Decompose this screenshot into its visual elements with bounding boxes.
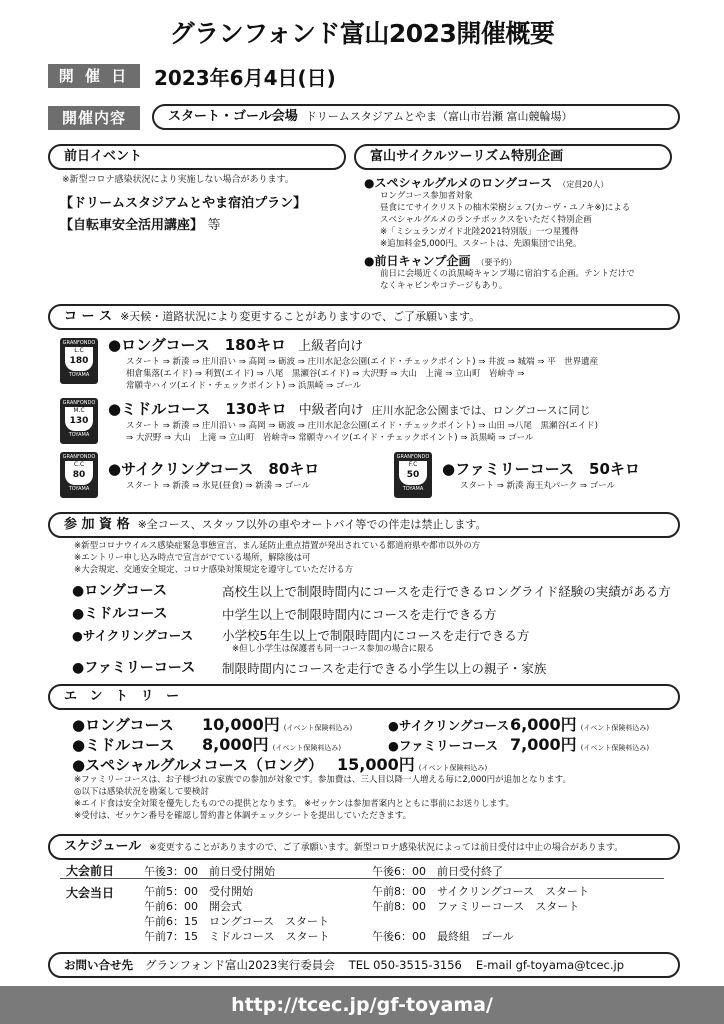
entry-tax: (イベント保険料込み) (283, 724, 353, 732)
qual-middle-name: ●ミドルコース (72, 606, 168, 622)
route-line: スタート ⇒ 新湊 ⇒ 庄川沿い ⇒ 高岡 ⇒ 砺波 ⇒ 庄川水記念公園(エイド・チェックポイント) ⇒ 井波 ⇒ 城端 ⇒ 平 世界遺産 (126, 357, 599, 367)
entry-long-name: ●ロングコース (72, 716, 174, 734)
pre-event-heading: 前日イベント (48, 144, 346, 170)
qual-heading (48, 512, 680, 538)
gourmet-line: ロングコース参加者対象 (380, 191, 473, 201)
middle-course-extra: 庄川水記念公園までは、ロングコースに同じ (371, 404, 591, 417)
qual-heading-text: 参 加 資 格 (64, 517, 130, 532)
entry-note-line: ※ファミリーコースは、お子様づれの家族での参加が対象です。参加費は、三人目以降一人増える毎に2,000円が追加となります。 (74, 775, 572, 785)
entry-cycling-name: ●サイクリングコース (388, 718, 510, 733)
family-course-route: スタート ⇒ 新湊 海王丸パーク ⇒ ゴール (460, 481, 616, 491)
schedule-note: ※変更することがありますので、ご了承願います。新型コロナ感染状況によっては前日受付は中止の場合があります。 (149, 843, 624, 853)
entry-family (388, 732, 649, 755)
route-line: 相倉集落(エイド) ⇒ 利賀(エイド) ⇒ 八尾 黒瀬谷(エイド) ⇒ 大沢野 ⇒ 大山 上滝 ⇒ 立山町 岩峅寺 ⇒ (126, 369, 525, 379)
schedule-before-left: 午後3：00 前日受付開始 (144, 865, 275, 878)
camp-line: 前日に会場近くの浜黒崎キャンプ場に宿泊する企画。テントだけで (380, 269, 635, 279)
tourism-heading: 富山サイクルツーリズム特別企画 (354, 144, 672, 170)
pre-event-item-2 (60, 214, 221, 233)
entry-notes (74, 774, 571, 822)
venue-label: スタート・ゴール会場 (168, 109, 298, 124)
qual-family-desc: 制限時間内にコースを走行できる小学生以上の親子・家族 (222, 661, 547, 676)
entry-family-price: 7,000円 (510, 735, 577, 754)
middle-course-title (108, 398, 591, 419)
middle-course-level: 中級者向け (298, 403, 364, 418)
camp-line: なくキャビンやコテージもあり。 (380, 281, 508, 291)
course-heading (48, 304, 680, 330)
route-line: スタート ⇒ 新湊 ⇒ 庄川沿い ⇒ 高岡 ⇒ 砺波 ⇒ 庄川水記念公園(エイド・チェックポイント) ⇒ 山田 ⇒八尾 黒瀬谷(エイド) (126, 421, 598, 431)
schedule-heading (48, 834, 680, 860)
cycling-course-shield-icon: GRANFONDO C.C 80 TOYAMA (60, 452, 98, 498)
pre-event-item-1: 【ドリームスタジアムとやま宿泊プラン】 (60, 196, 307, 211)
schedule-before-right: 午後6：00 前日受付終了 (372, 865, 503, 878)
gourmet-line: 昼食にてサイクリストの柚木栄樹シェフ(カーヴ・ユノキ※)による (380, 203, 631, 213)
entry-gourmet (72, 752, 487, 775)
contact-tel[interactable]: TEL 050-3515-3156 (348, 958, 462, 972)
entry-family-name: ●ファミリーコース (388, 738, 499, 753)
contact-org: グランフォンド富山2023実行委員会 (145, 958, 335, 972)
event-date: 2023年6月4日(日) (154, 66, 336, 90)
gourmet-title-text: ●スペシャルグルメのロングコース (364, 176, 553, 190)
camp-title (364, 252, 516, 269)
course-heading-text: コ ー ス (64, 309, 113, 324)
entry-middle-price: 8,000円 (202, 735, 269, 754)
schedule-item: 午前6：00 開会式 (144, 900, 242, 913)
contact-box (48, 952, 680, 978)
entry-note-line: ※エイド食は安全対策を優先したものでの提供となります。 ※ゼッケンは参加者案内とともに事前にお送りします。 (74, 799, 514, 809)
schedule-item (372, 914, 589, 929)
schedule-item: 午前8：00 ファミリーコース スタート (372, 900, 580, 913)
schedule-row-before (60, 862, 664, 879)
long-course-route (126, 356, 598, 392)
middle-course-shield-icon: GRANFONDO M.C 130 TOYAMA (60, 398, 98, 444)
route-line: ⇒ 大沢野 ⇒ 大山 上滝 ⇒ 立山町 岩峅寺⇒ 常願寺ハイツ(エイド・チェックポイント) ⇒ 浜黒崎 ⇒ ゴール (126, 433, 534, 443)
qual-long-desc: 高校生以上で制限時間内にコースを走行できるロングライド経験の実績がある方 (222, 584, 671, 599)
qual-family-name: ●ファミリーコース (72, 660, 196, 676)
qual-note-line: ※エントリー申し込み時点で宣言がでている場所，解除後は可 (74, 553, 311, 563)
footer-url[interactable]: http://tcec.jp/gf-toyama/ (0, 986, 724, 1024)
cycling-course-route: スタート ⇒ 新湊 ⇒ 氷見(昼食) ⇒ 新湊 ⇒ ゴール (126, 481, 311, 491)
entry-long-price: 10,000円 (202, 715, 280, 734)
family-course-name: ●ファミリーコース 50キロ (442, 460, 640, 478)
entry-heading: エ ン ト リ ー (48, 684, 680, 710)
qual-cycling-name: ●サイクリングコース (72, 628, 194, 643)
entry-tax: (イベント保険料込み) (580, 744, 650, 752)
qual-middle-desc: 中学生以上で制限時間内にコースを走行できる方 (222, 607, 497, 622)
schedule-heading-text: スケジュール (64, 839, 142, 854)
entry-middle-name: ●ミドルコース (72, 736, 175, 754)
camp-title-text: ●前日キャンプ企画 (364, 254, 471, 268)
qual-long-name: ●ロングコース (72, 583, 167, 599)
schedule-right (372, 884, 589, 944)
cycling-course-name: ●サイクリングコース 80キロ (108, 460, 320, 478)
middle-course-name: ●ミドルコース 130キロ (108, 400, 287, 418)
long-course-name: ●ロングコース 180キロ (108, 336, 287, 354)
qual-note-line: ※新型コロナウイルス感染症緊急事態宣言、まん延防止重点措置が発出されている都道府県や都市以外の方 (74, 541, 481, 551)
day-before-label: 大会前日 (66, 864, 115, 878)
pre-event-item-2-text: 【自転車安全活用講座】 (60, 218, 204, 233)
family-course-shield-icon: GRANFONDO F.C 50 TOYAMA (394, 452, 432, 498)
long-course-shield-icon: GRANFONDO L.C 180 TOYAMA (60, 338, 98, 384)
schedule-item: 午前8：00 サイクリングコース スタート (372, 885, 590, 898)
camp-lines (380, 268, 635, 292)
course-note: ※天候・道路状況により変更することがありますので、ご了承願います。 (120, 310, 481, 323)
qual-notes (74, 540, 480, 576)
gourmet-line: ※「ミシュランガイド北陸2021特別版」一つ星獲得 (380, 227, 579, 237)
schedule-item: 午前7：15 ミドルコース スタート (144, 930, 330, 943)
venue-text: ドリームスタジアムとやま（富山市岩瀬 富山競輪場） (305, 110, 573, 123)
entry-cycling-price: 6,000円 (510, 715, 577, 734)
gourmet-cap: （定員20人） (558, 180, 609, 189)
gourmet-lines (380, 190, 630, 250)
schedule-item: 午前6：15 ロングコース スタート (144, 915, 330, 928)
qual-note: ※全コース、スタッフ以外の車やオートバイ等での伴走は禁止します。 (137, 518, 487, 531)
gourmet-line: スペシャルグルメのランチボックスをいただく特別企画 (380, 215, 592, 225)
entry-note-line: ◎以下は感染状況を勘案して要検討 (74, 787, 209, 797)
qual-cycling-sub: ※但し小学生は保護者も同一コース参加の場合に限る (232, 644, 435, 654)
middle-course-route (126, 420, 598, 444)
entry-gourmet-name: ●スペシャルグルメコース（ロング） (72, 756, 323, 774)
schedule-item: 午前5：00 受付開始 (144, 885, 253, 898)
qual-cycling-desc: 小学校5年生以上で制限時間内にコースを走行できる方 (222, 628, 530, 643)
schedule-item: 午後6：00 最終組 ゴール (372, 930, 514, 943)
venue-pill (152, 104, 680, 130)
entry-gourmet-price: 15,000円 (337, 755, 415, 774)
contact-email[interactable]: E-mail gf-toyama@tcec.jp (475, 958, 624, 972)
qual-note-line: ※大会規定、交通安全規定、コロナ感染対策規定を遵守していただける方 (74, 565, 354, 575)
entry-note-line: ※受付は、ゼッケン番号を確認し誓約書と体調チェックシートを提出していただきます。 (74, 811, 412, 821)
long-course-level: 上級者向け (298, 339, 364, 354)
page-title: グランフォンド富山2023開催概要 (169, 19, 555, 48)
entry-tax: (イベント保険料込み) (580, 724, 650, 732)
date-label: 開 催 日 (48, 64, 140, 88)
route-line: 常願寺ハイツ(エイド・チェックポイント) ⇒ 浜黒崎 ⇒ ゴール (126, 381, 362, 391)
camp-cap: （要予約） (476, 258, 517, 267)
contact-label: お問い合せ先 (64, 958, 133, 972)
entry-tax: (イベント保険料込み) (272, 744, 342, 752)
entry-tax: (イベント保険料込み) (418, 764, 488, 772)
gourmet-title (364, 174, 608, 191)
pre-event-note: ※新型コロナ感染状況により実施しない場合があります。 (62, 175, 294, 185)
schedule-left (144, 884, 329, 944)
pre-event-item-2-suffix: 等 (207, 218, 221, 233)
gourmet-line: ※追加料金5,000円。スタートは、先頭集団で出発。 (380, 239, 582, 249)
long-course-title (108, 334, 363, 355)
day-of-label: 大会当日 (66, 886, 115, 900)
content-label: 開催内容 (48, 106, 140, 130)
